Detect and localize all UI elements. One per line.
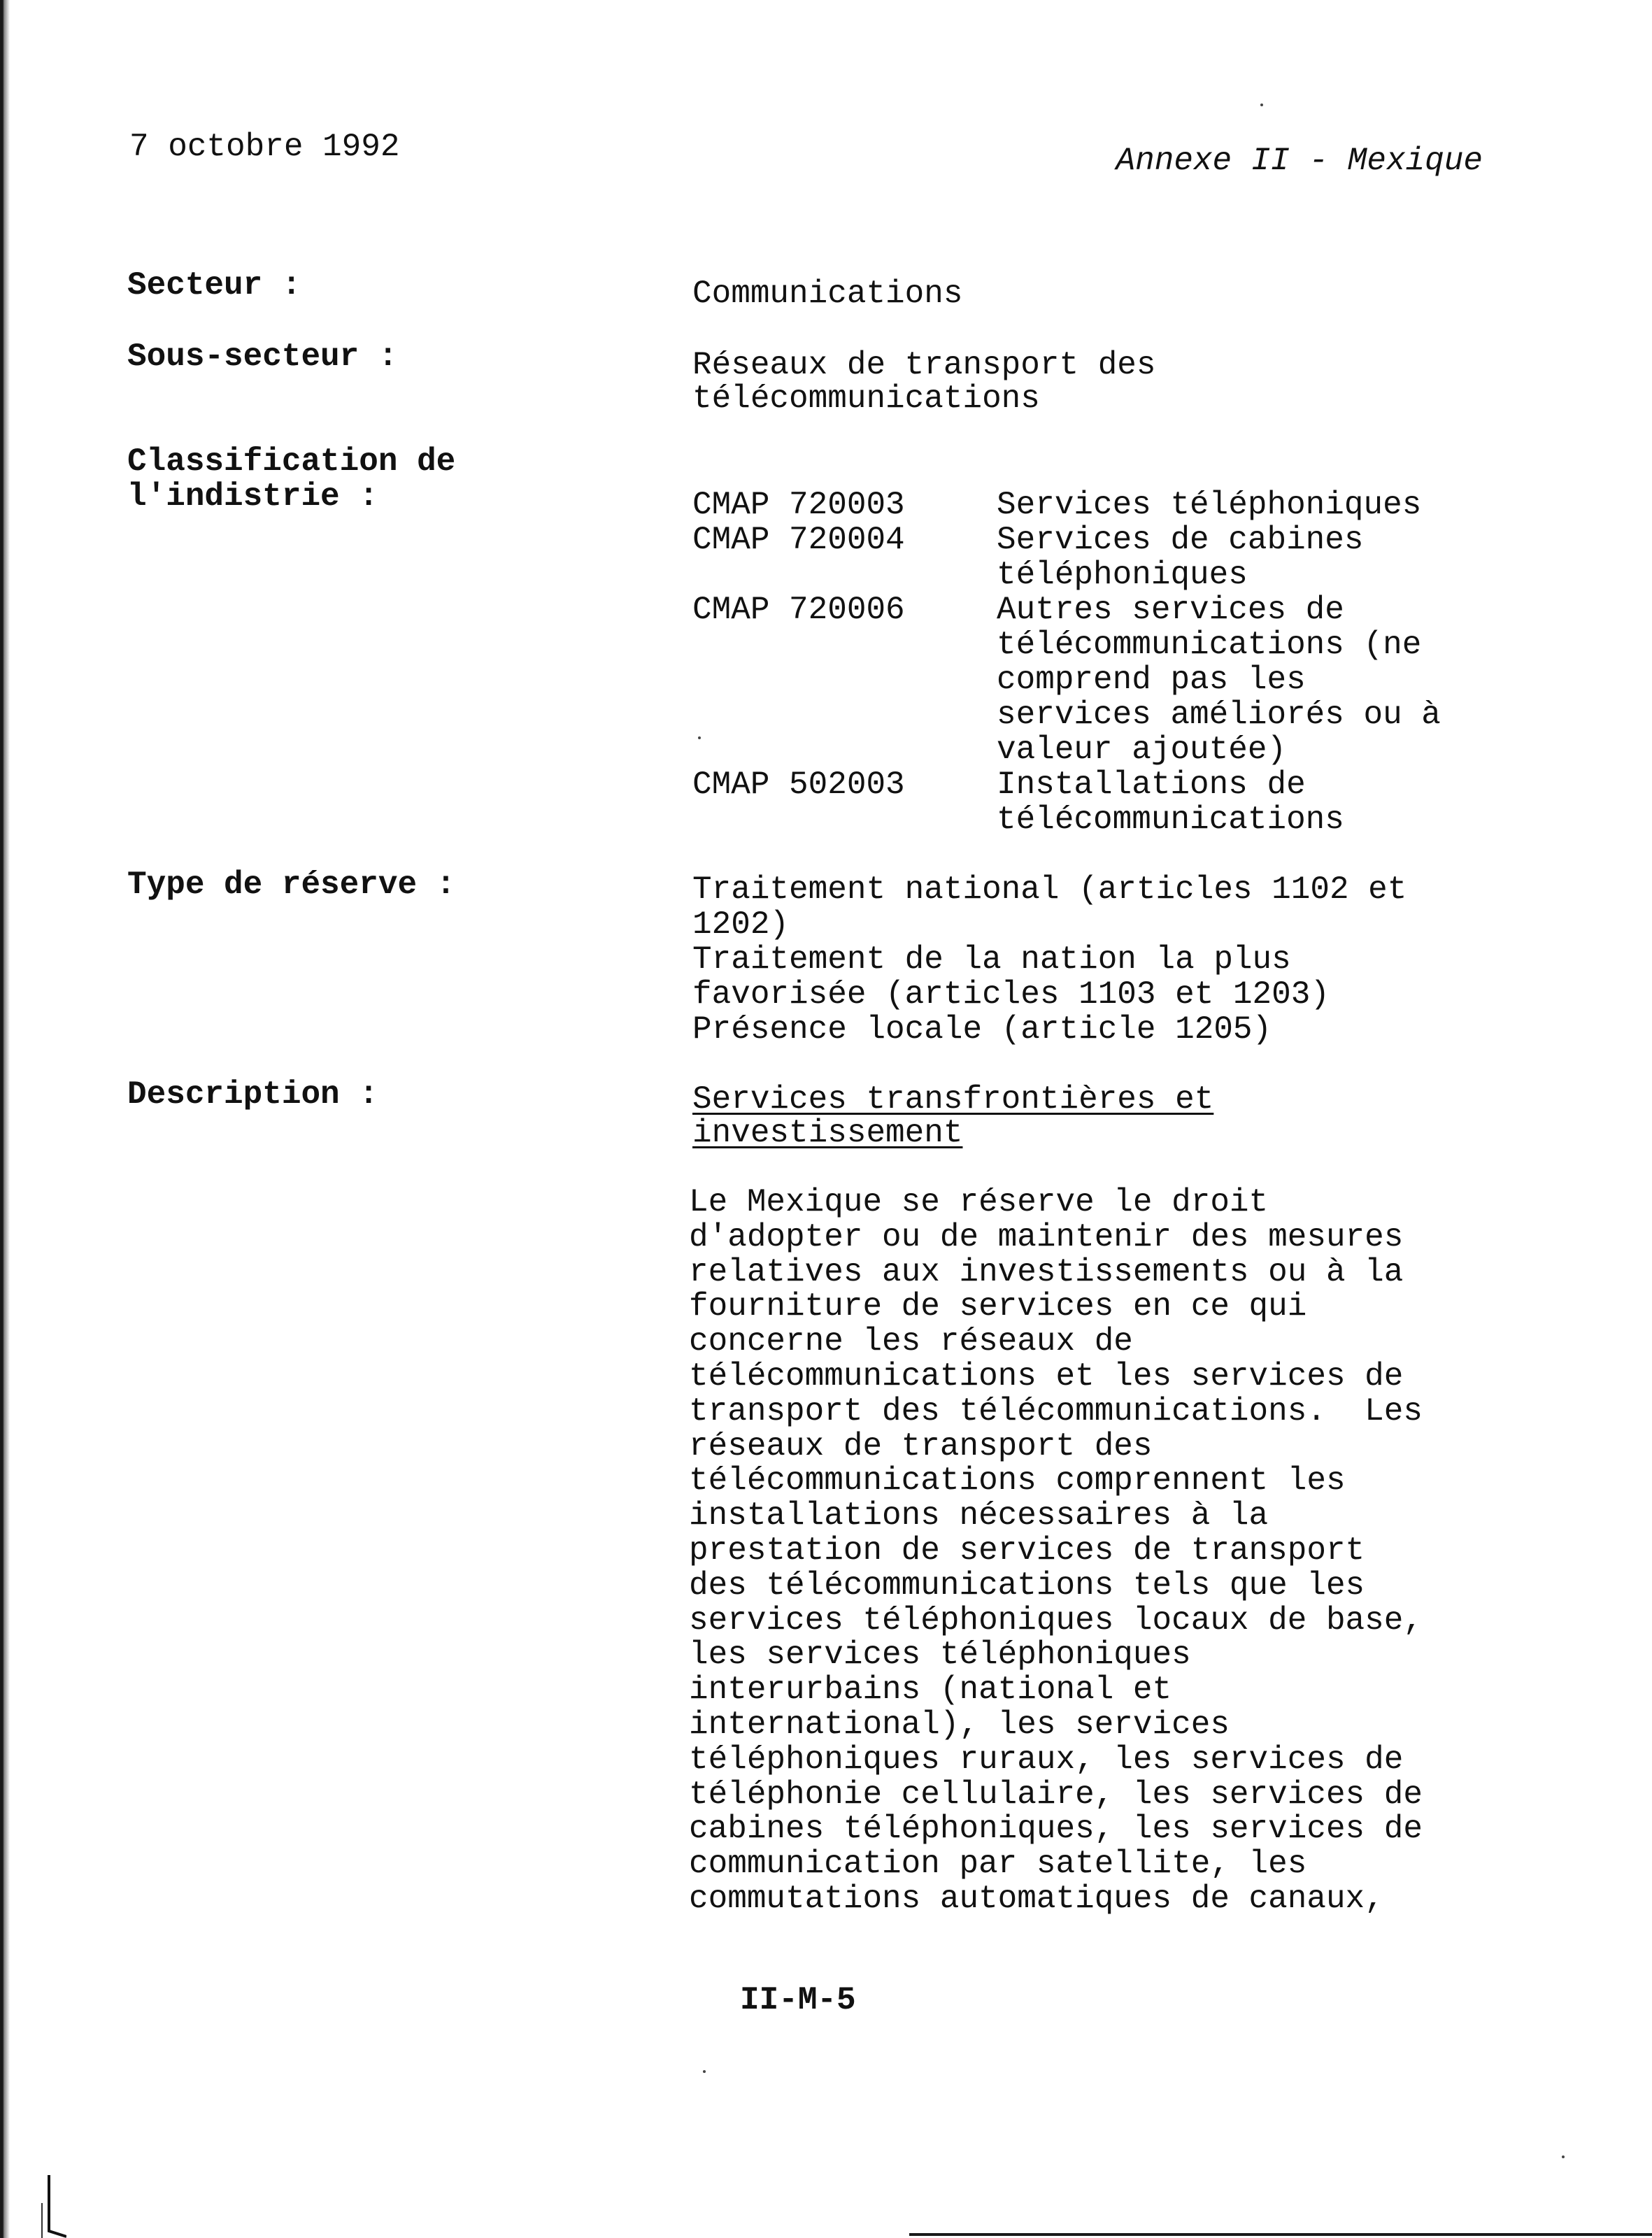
description-body-line: téléphoniques ruraux, les services de xyxy=(689,1741,1404,1778)
description-body-line: téléphonie cellulaire, les services de xyxy=(689,1776,1423,1813)
description-body-line: concerne les réseaux de xyxy=(689,1323,1133,1360)
description-body-line: réseaux de transport des xyxy=(689,1427,1153,1464)
secteur-label: Secteur : xyxy=(127,267,301,304)
description-body-line: d'adopter ou de maintenir des mesures xyxy=(689,1218,1404,1255)
description-body-line: les services téléphoniques xyxy=(689,1637,1191,1674)
document-date: 7 octobre 1992 xyxy=(129,129,400,165)
scan-left-edge xyxy=(0,0,10,2238)
cmap-description-line: Installations de xyxy=(997,767,1306,803)
description-body-line: Le Mexique se réserve le droit xyxy=(689,1184,1269,1220)
cmap-description-line: comprend pas les xyxy=(997,662,1306,698)
description-body-line: installations nécessaires à la xyxy=(689,1497,1269,1534)
type-reserve-line: favorisée (articles 1103 et 1203) xyxy=(692,976,1330,1013)
sous-secteur-value-line: Réseaux de transport des xyxy=(692,347,1156,383)
type-reserve-line: Traitement de la nation la plus xyxy=(692,941,1291,978)
description-body-line: commutations automatiques de canaux, xyxy=(689,1880,1384,1917)
scan-bottom-line xyxy=(909,2233,1652,2236)
description-body xyxy=(689,1185,1493,1917)
description-body-line: cabines téléphoniques, les services de xyxy=(689,1811,1423,1848)
cmap-description-line: valeur ajoutée) xyxy=(997,732,1287,768)
cmap-code: CMAP 502003 xyxy=(692,767,905,803)
cmap-description-line: Services de cabines xyxy=(997,522,1364,558)
scan-speck xyxy=(703,2070,706,2073)
type-reserve-line: Présence locale (article 1205) xyxy=(692,1011,1272,1048)
cmap-description-line: télécommunications xyxy=(997,801,1344,838)
description-body-line: transport des télécommunications. Les xyxy=(689,1392,1423,1430)
description-body-line: fourniture de services en ce qui xyxy=(689,1288,1307,1325)
cmap-description-line: services améliorés ou à xyxy=(997,697,1441,733)
description-body-line: télécommunications comprennent les xyxy=(689,1462,1346,1499)
description-body-line: télécommunications et les services de xyxy=(689,1357,1404,1395)
cmap-code: CMAP 720006 xyxy=(692,592,905,628)
classification-label-line: l'indistrie : xyxy=(127,478,378,515)
description-body-line: international), les services xyxy=(689,1706,1230,1743)
cmap-description-line: télécommunications (ne xyxy=(997,627,1422,663)
cmap-description-line: téléphoniques xyxy=(997,557,1248,593)
cmap-code: CMAP 720003 xyxy=(692,487,905,523)
scan-speck xyxy=(1562,2155,1565,2158)
description-heading-line: Services transfrontières et xyxy=(692,1081,1214,1118)
description-body-line: prestation de services de transport xyxy=(689,1532,1365,1569)
description-body-line: des télécommunications tels que les xyxy=(689,1567,1365,1604)
page-number: II-M-5 xyxy=(740,1982,856,2018)
type-reserve-line: 1202) xyxy=(692,906,790,943)
cmap-description-line: Autres services de xyxy=(997,592,1344,628)
description-heading-line: investissement xyxy=(692,1115,963,1151)
secteur-value: Communications xyxy=(692,276,963,312)
type-reserve-label: Type de réserve : xyxy=(127,867,456,903)
scan-speck xyxy=(1260,104,1263,106)
description-body-line: communication par satellite, les xyxy=(689,1846,1307,1883)
scan-corner-mark xyxy=(0,2175,66,2238)
cmap-code: CMAP 720004 xyxy=(692,522,905,558)
description-body-line: interurbains (national et xyxy=(689,1672,1172,1709)
classification-label-line: Classification de xyxy=(127,443,456,480)
sous-secteur-value-line: télécommunications xyxy=(692,380,1040,417)
sous-secteur-label: Sous-secteur : xyxy=(127,338,398,375)
description-label: Description : xyxy=(127,1076,378,1113)
description-body-line: relatives aux investissements ou à la xyxy=(689,1253,1404,1290)
description-body-line: services téléphoniques locaux de base, xyxy=(689,1602,1423,1639)
type-reserve-line: Traitement national (articles 1102 et xyxy=(692,871,1407,908)
annex-title: Annexe II - Mexique xyxy=(1116,143,1483,179)
scan-speck xyxy=(698,736,701,739)
cmap-description-line: Services téléphoniques xyxy=(997,487,1422,523)
